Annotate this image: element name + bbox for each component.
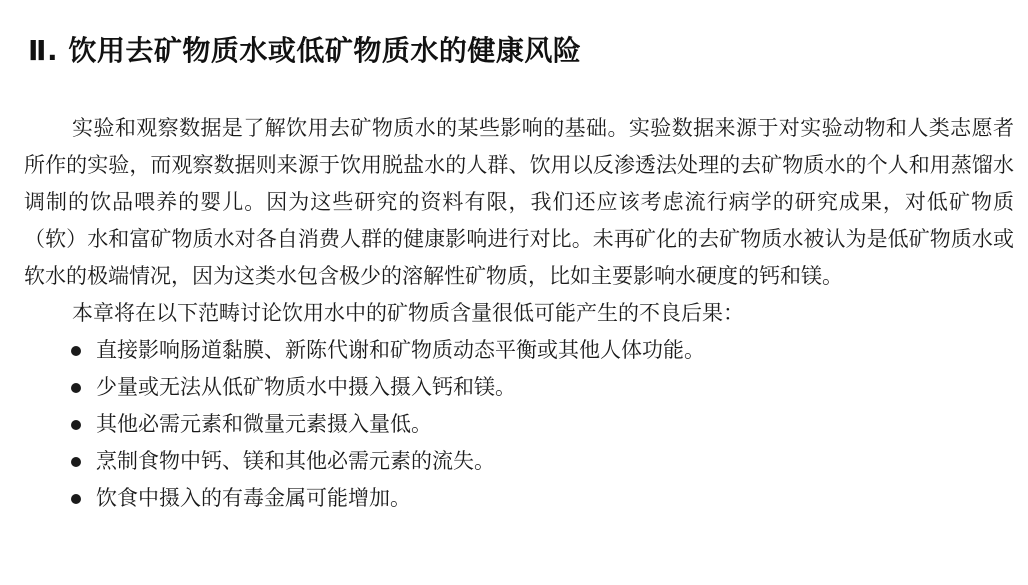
chapter-scope-paragraph: 本章将在以下范畴讨论饮用水中的矿物质含量很低可能产生的不良后果： [72, 301, 744, 325]
list-item [24, 443, 1014, 480]
intro-paragraph: 实验和观察数据是了解饮用去矿物质水的某些影响的基础。实验数据来源于对实验动物和人类志愿者所作的实验，而观察数据则来源于饮用脱盐水的人群、饮用以反渗透法处理的去矿物质水的个人和用蒸馏水调制的饮品喂养的婴儿。因为这些研究的资料有限，我们还应该考虑流行病学的研究成果，对低矿物质（软）水和富矿物质水对各自消费人群的健康影响进行对比。未再矿化的去矿物质水被认为是低矿物质水或软水的极端情况，因为这类水包含极少的溶解性矿物质，比如主要影响水硬度的钙和镁。 [24, 116, 1014, 288]
list-item-text: 烹制食物中钙、镁和其他必需元素的流失。 [96, 449, 495, 473]
bullet-icon [71, 420, 81, 430]
list-item [24, 480, 1014, 517]
bullet-list [24, 332, 1014, 517]
bullet-icon [71, 457, 81, 467]
list-item [24, 332, 1014, 369]
section-body [24, 110, 1014, 517]
list-item-text: 少量或无法从低矿物质水中摄入摄入钙和镁。 [96, 375, 516, 399]
list-item [24, 369, 1014, 406]
list-item-text: 其他必需元素和微量元素摄入量低。 [96, 412, 432, 436]
section-heading: Ⅱ. 饮用去矿物质水或低矿物质水的健康风险 [28, 34, 582, 67]
bullet-icon [71, 383, 81, 393]
list-item-text: 直接影响肠道黏膜、新陈代谢和矿物质动态平衡或其他人体功能。 [96, 338, 705, 362]
bullet-icon [71, 346, 81, 356]
list-item [24, 406, 1014, 443]
bullet-icon [71, 494, 81, 504]
list-item-text: 饮食中摄入的有毒金属可能增加。 [96, 486, 411, 510]
